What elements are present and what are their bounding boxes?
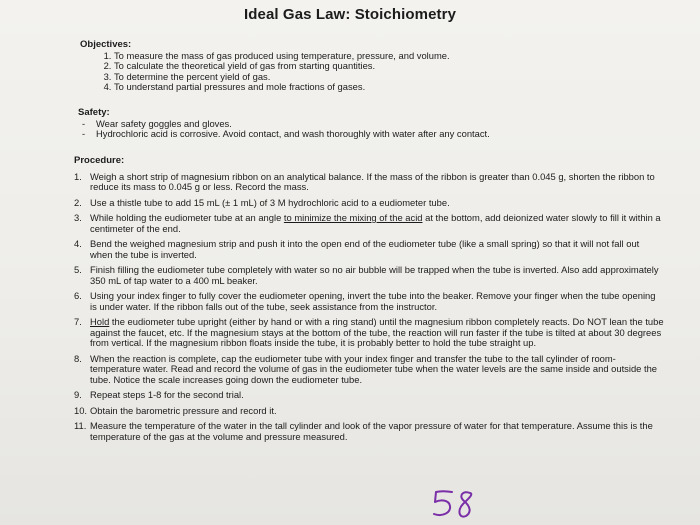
step-number: 5.: [74, 264, 82, 275]
step-number: 9.: [74, 389, 82, 400]
step-text: Using your index finger to fully cover the eudiometer opening, invert the tube into the beaker. Remove your finger when the tube opening is under water. If the ribbon falls out of the tube, seek assistance from the instructor.: [90, 290, 656, 312]
step-text: Measure the temperature of the water in the tall cylinder and look of the vapor pressure of water for that temperature. Assume this is the temperature of the gas at the volume and pressure measured.: [90, 420, 653, 442]
procedure-step: [74, 172, 664, 193]
step-text: Use a thistle tube to add 15 mL (± 1 mL) of 3 M hydrochloric acid to a eudiometer tube.: [90, 196, 450, 208]
procedure-step: [74, 265, 664, 286]
step-text: Obtain the barometric pressure and record it.: [90, 404, 277, 416]
procedure-heading: Procedure:: [74, 155, 125, 166]
procedure-steps: [74, 172, 664, 443]
procedure-section: [74, 156, 664, 447]
objectives-section: [80, 40, 450, 93]
step-number: 10.: [74, 404, 88, 416]
page-title: Ideal Gas Law: Stoichiometry: [243, 6, 457, 23]
objective-item: 3. To determine the percent yield of gas.: [114, 72, 450, 83]
step-number: 2.: [74, 196, 82, 208]
procedure-step: [74, 406, 664, 417]
procedure-step: [74, 239, 664, 260]
step-text: Finish filling the eudiometer tube completely with water so no air bubble will be trapped when the tube is inverted. Also add approximately 350 mL of tap water to a 400 mL beaker.: [90, 264, 659, 286]
step-text: When the reaction is complete, cap the eudiometer tube with your index finger and transfer the tube to the tall cylinder of room-temperature water. Read and record the volume of gas in the eudiometer tube when the water levels are the same inside and outside the tube. Notice the scale increases going down the eudiometer tube.: [90, 352, 658, 385]
step-number: 7.: [74, 316, 82, 327]
step-text: Weigh a short strip of magnesium ribbon on an analytical balance. If the mass of the ribbon is greater than 0.045 g, shorten the ribbon to reduce its mass to 0.045 g or less. Record the mass.: [90, 170, 655, 192]
step-text-post: the eudiometer tube upright (either by hand or with a ring stand) until the magnesium ribbon completely reacts. Do NOT lean the tube against the faucet, etc. If the magnesium stays at the bottom of the tube, the reaction will run faster if the tube is tilted at about 30 degrees from vertical. If the magnesium ribbon floats inside the tube, it is probably better to hold the tube straight up.: [90, 316, 664, 348]
objectives-heading: Objectives:: [80, 39, 132, 50]
objectives-list: [80, 51, 450, 93]
procedure-step: [74, 390, 664, 401]
step-number: 8.: [74, 352, 82, 364]
step-number: 3.: [74, 212, 82, 223]
safety-item: - Wear safety goggles and gloves.: [96, 119, 490, 130]
step-number: 6.: [74, 290, 82, 301]
objective-item: 1. To measure the mass of gas produced using temperature, pressure, and volume.: [114, 51, 450, 62]
safety-item: - Hydrochloric acid is corrosive. Avoid contact, and wash thoroughly with water after any contact.: [96, 129, 490, 140]
step-text: Repeat steps 1-8 for the second trial.: [90, 389, 244, 400]
step-text-underlined: to minimize the mixing of the acid: [283, 212, 423, 223]
step-number: 11.: [74, 420, 87, 431]
safety-list: [78, 119, 490, 140]
step-number: 1.: [74, 170, 82, 182]
step-number: 4.: [74, 238, 82, 249]
safety-heading: Safety:: [78, 107, 110, 118]
handwritten-page-number: [430, 488, 482, 520]
step-text-underlined: Hold: [90, 316, 110, 327]
objective-item: 2. To calculate the theoretical yield of gas from starting quantities.: [114, 61, 450, 72]
objective-item: 4. To understand partial pressures and mole fractions of gases.: [114, 82, 450, 93]
procedure-step: [74, 421, 664, 442]
procedure-step: [74, 198, 664, 209]
safety-section: [78, 108, 490, 140]
procedure-step: [74, 317, 664, 349]
procedure-step: [74, 291, 664, 312]
procedure-step: [74, 213, 664, 234]
step-text: Bend the weighed magnesium strip and push it into the open end of the eudiometer tube (like a small spring) so that it will not fall out when the tube is inverted.: [90, 238, 640, 260]
step-text-pre: While holding the eudiometer tube at an angle: [90, 212, 284, 223]
step-text-post: at the bottom, add deionized water slowly to fill it within a centimeter of the end.: [90, 212, 661, 234]
procedure-step: [74, 354, 664, 386]
